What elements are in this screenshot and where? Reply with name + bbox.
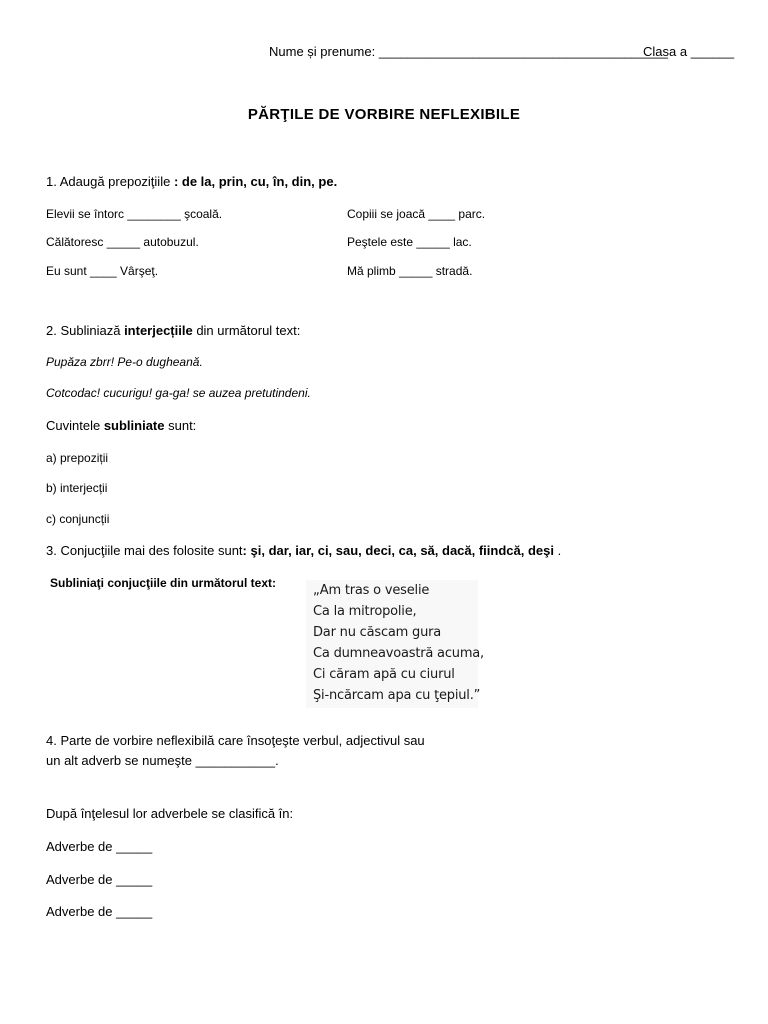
answer-option: b) interjecții	[46, 481, 108, 495]
exercise-1-sentence: Mă plimb _____ stradă.	[347, 264, 473, 278]
poem-line: Ca dumneavoastră acuma,	[313, 646, 484, 661]
exercise-3-dot: .	[554, 543, 562, 558]
adverb-blank: Adverbe de _____	[46, 904, 153, 919]
exercise-1-sentence: Călătoresc _____ autobuzul.	[46, 235, 199, 249]
exercise-3-instruction: Subliniaţi conjucţiile din următorul text:	[50, 576, 277, 590]
question-keyword: subliniate	[103, 418, 165, 433]
exercise-3-lead: 3. Conjucţiile mai des folosite sunt	[46, 543, 243, 558]
exercise-2-heading	[46, 323, 300, 338]
class-field-label: Clasa a ______	[643, 44, 735, 59]
conjunctions-list: şi, dar, iar, ci, sau, deci, ca, să, dacă, fiindcă, deşi	[250, 543, 554, 558]
exercise-2-lead-end: din următorul text:	[192, 323, 301, 338]
poem-line: „Am tras o veselie	[313, 583, 430, 598]
prepositions-list: de la, prin, cu, în, din, pe.	[181, 174, 338, 189]
exercise-1-heading	[46, 174, 337, 189]
exercise-1-sentence: Peştele este _____ lac.	[347, 235, 472, 249]
name-field-label: Nume și prenume: ________________________________________	[269, 44, 669, 59]
adverb-blank: Adverbe de _____	[46, 872, 153, 887]
page-title: PĂRŢILE DE VORBIRE NEFLEXIBILE	[247, 106, 521, 123]
adverb-blank: Adverbe de _____	[46, 839, 153, 854]
exercise-4-line: 4. Parte de vorbire neflexibilă care însoţeşte verbul, adjectivul sau	[46, 733, 425, 748]
question-start: Cuvintele	[46, 418, 104, 433]
adverb-classification-prompt: După înţelesul lor adverbele se clasifică în:	[46, 806, 294, 821]
exercise-1-lead: 1. Adaugă prepoziţiile	[46, 174, 174, 189]
interjection-text-line: Cotcodac! cucurigu! ga-ga! se auzea pretutindeni.	[46, 386, 311, 400]
interjection-text-line: Pupăza zbrr! Pe-o dugheană.	[46, 355, 203, 369]
answer-option: c) conjuncții	[46, 512, 110, 526]
exercise-4-line: un alt adverb se numeşte ___________.	[46, 753, 279, 768]
poem-box	[306, 580, 484, 708]
exercise-2-keyword: interjecțiile	[124, 323, 193, 338]
poem-line: Dar nu căscam gura	[313, 625, 442, 640]
exercise-3-colon: :	[242, 543, 251, 558]
exercise-1-colon: :	[173, 174, 182, 189]
answer-option: a) prepoziții	[46, 451, 109, 465]
poem-line: Şi-ncărcam apa cu ţepiul.”	[313, 688, 481, 703]
exercise-1-sentence: Copiii se joacă ____ parc.	[347, 207, 486, 221]
exercise-1-sentence: Elevii se întorc ________ şcoală.	[46, 207, 223, 221]
poem-line: Ci căram apă cu ciurul	[313, 667, 455, 682]
question-end: sunt:	[164, 418, 197, 433]
poem-line: Ca la mitropolie,	[313, 604, 417, 619]
exercise-2-lead: 2. Subliniază	[46, 323, 125, 338]
exercise-3-heading	[46, 543, 561, 558]
exercise-2-question	[46, 418, 196, 433]
exercise-1-sentence: Eu sunt ____ Vârşeţ.	[46, 264, 159, 278]
